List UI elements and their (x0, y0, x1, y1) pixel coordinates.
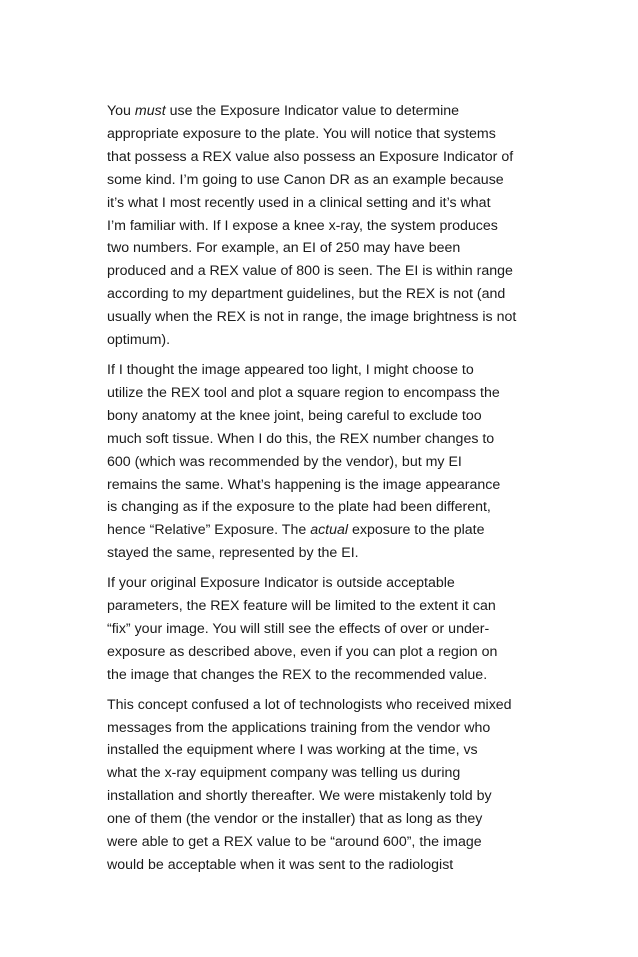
text-run: produced and a REX value of 800 is seen. The EI is within range (107, 263, 513, 280)
paragraph-1 (107, 100, 537, 352)
text-line (107, 664, 537, 687)
text-run: the image that changes the REX to the recommended value. (107, 666, 488, 683)
text-line (107, 382, 537, 405)
text-line (107, 359, 537, 382)
text-line (107, 595, 537, 618)
text-line (107, 496, 537, 519)
text-run: installed the equipment where I was working at the time, vs (107, 742, 478, 759)
text-line (107, 260, 537, 283)
document-body (107, 100, 537, 884)
text-line (107, 474, 537, 497)
text-line (107, 519, 537, 542)
text-line (107, 641, 537, 664)
text-run: according to my department guidelines, but the REX is not (and (107, 286, 506, 303)
text-line (107, 694, 537, 717)
text-run: exposure as described above, even if you can plot a region on (107, 643, 498, 660)
text-run: This concept confused a lot of technologists who received mixed (107, 696, 512, 713)
italic-text: actual (310, 522, 349, 539)
text-run: is changing as if the exposure to the plate had been different, (107, 499, 491, 516)
text-line (107, 169, 537, 192)
text-line (107, 618, 537, 641)
text-line (107, 428, 537, 451)
text-line (107, 717, 537, 740)
text-run: remains the same. What’s happening is the image appearance (107, 476, 501, 493)
paragraph-3 (107, 572, 537, 687)
text-run: were able to get a REX value to be “around 600”, the image (107, 834, 482, 851)
text-line (107, 123, 537, 146)
text-run: much soft tissue. When I do this, the REX number changes to (107, 430, 495, 447)
text-run: parameters, the REX feature will be limited to the extent it can (107, 598, 496, 615)
text-run: would be acceptable when it was sent to the radiologist (107, 857, 454, 873)
text-run: usually when the REX is not in range, the image brightness is not (107, 309, 517, 326)
text-line (107, 306, 537, 329)
text-run: messages from the applications training from the vendor who (107, 719, 491, 736)
text-line (107, 854, 537, 877)
text-run: installation and shortly thereafter. We were mistakenly told by (107, 788, 492, 805)
text-run: one of them (the vendor or the installer) that as long as they (107, 811, 483, 828)
text-run: use the Exposure Indicator value to determine (165, 103, 460, 119)
text-line (107, 283, 537, 306)
text-line (107, 572, 537, 595)
text-line (107, 808, 537, 831)
text-line (107, 405, 537, 428)
text-line (107, 100, 537, 123)
text-run: bony anatomy at the knee joint, being careful to exclude too (107, 407, 482, 424)
text-run: 600 (which was recommended by the vendor), but my EI (107, 453, 462, 470)
text-line (107, 215, 537, 238)
text-line (107, 739, 537, 762)
text-line (107, 329, 537, 352)
text-line (107, 831, 537, 854)
text-run: If I thought the image appeared too light, I might choose to (107, 361, 474, 378)
text-line (107, 542, 537, 565)
text-line (107, 146, 537, 169)
text-run: “fix” your image. You will still see the effects of over or under- (107, 620, 490, 637)
text-line (107, 762, 537, 785)
text-line (107, 451, 537, 474)
text-run: two numbers. For example, an EI of 250 may have been (107, 240, 461, 257)
text-run: If your original Exposure Indicator is outside acceptable (107, 575, 455, 592)
text-run: I’m familiar with. If I expose a knee x-ray, the system produces (107, 217, 498, 234)
text-run: appropriate exposure to the plate. You will notice that systems (107, 125, 496, 142)
text-run: hence “Relative” Exposure. The (107, 522, 311, 539)
paragraph-4 (107, 694, 537, 877)
text-run: stayed the same, represented by the EI. (107, 545, 359, 562)
italic-text: must (134, 103, 166, 119)
text-run: utilize the REX tool and plot a square region to encompass the (107, 384, 500, 401)
text-run: some kind. I’m going to use Canon DR as an example because (107, 171, 504, 188)
text-run: You (107, 103, 135, 119)
text-line (107, 237, 537, 260)
paragraph-2 (107, 359, 537, 565)
text-run: optimum). (107, 332, 171, 349)
text-run: it’s what I most recently used in a clinical setting and it’s what (107, 194, 491, 211)
text-line (107, 785, 537, 808)
text-run: what the x-ray equipment company was telling us during (107, 765, 461, 782)
text-line (107, 192, 537, 215)
text-run: exposure to the plate (348, 522, 485, 539)
text-run: that possess a REX value also possess an Exposure Indicator of (107, 148, 514, 165)
